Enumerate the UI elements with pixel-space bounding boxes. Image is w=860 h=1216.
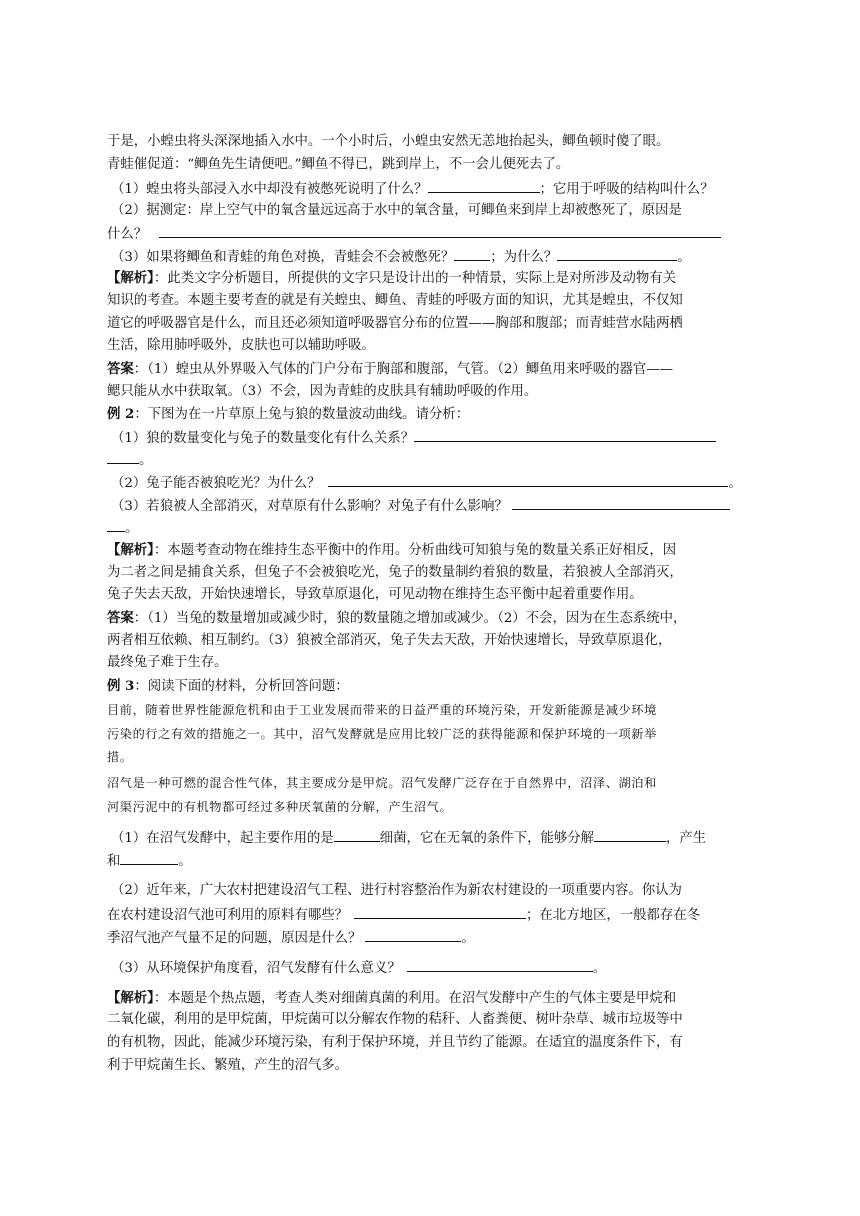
answer-blank — [120, 851, 178, 865]
answer-blank — [407, 958, 593, 972]
question-text: ；为什么？ — [490, 250, 558, 265]
analysis-line: 知识的考查。本题主要考查的就是有关蝗虫、鲫鱼、青蛙的呼吸方面的知识，尤其是蝗虫，不仅知 — [107, 293, 683, 308]
answer-blank — [557, 247, 677, 261]
ex3-question-1 — [111, 828, 706, 848]
question-text: （1）在沼气发酵中，起主要作用的是 — [111, 831, 334, 846]
question-text: ，产生 — [666, 831, 707, 846]
answer-blank — [328, 473, 728, 487]
question-3 — [111, 247, 691, 267]
period: 。 — [592, 961, 607, 976]
answer-blank — [414, 428, 716, 442]
analysis-line: 兔子失去天敌，开始快速增长，导致草原退化，可见动物在维持生态平衡中起着重要作用。 — [107, 587, 643, 602]
question-text: 什么？ — [107, 227, 148, 242]
analysis-3 — [107, 989, 676, 1008]
example-text: ：阅读下面的材料，分析回答问题： — [134, 679, 349, 694]
question-2-cont — [107, 224, 721, 244]
answer-line: 鳃只能从水中获取氧。（3）不会，因为青蛙的皮肤具有辅助呼吸的作用。 — [107, 384, 538, 399]
material-line: 目前，随着世界性能源危机和由于工业发展而带来的日益严重的环境污染，开发新能源是减少环境 — [107, 703, 657, 717]
answer-blank — [107, 450, 139, 464]
analysis-line: 二氧化碳，利用的是甲烷菌，甲烷菌可以分解农作物的秸秆、人畜粪便、树叶杂草、城市垃圾等中 — [107, 1012, 683, 1027]
ex2-question-2 — [111, 473, 742, 493]
answer-line: 两者相互依赖、相互制约。（3）狼被全部消灭，兔子失去天敌，开始快速增长，导致草原退化， — [107, 633, 672, 648]
answer-blank — [159, 224, 721, 238]
example-tag: 例 3 — [107, 678, 135, 694]
analysis-text: ：此类文字分析题目，所提供的文字只是设计出的一种情景，实际上是对所涉及动物有关 — [153, 271, 677, 286]
question-2: （2）据测定：岸上空气中的氧含量远远高于水中的氧含量，可鲫鱼来到岸上却被憋死了，原因是 — [111, 203, 682, 218]
analysis-text: ：本题是个热点题，考查人类对细菌真菌的利用。在沼气发酵中产生的气体主要是甲烷和 — [153, 991, 677, 1006]
ex3-question-2: （2）近年来，广大农村把建设沼气工程、进行村容整治作为新农村建设的一项重要内容。你认为 — [111, 883, 682, 898]
analysis-1 — [107, 269, 676, 288]
example-3 — [107, 677, 349, 696]
answer-blank — [354, 905, 526, 919]
analysis-line: 的有机物，因此，能减少环境污染，有利于保护环境，并且节约了能源。在适宜的温度条件下，有 — [107, 1035, 683, 1050]
ex3-question-2-cont — [107, 928, 475, 948]
question-text: （3）如果将鲫鱼和青蛙的角色对换，青蛙会不会被憋死？ — [111, 250, 455, 265]
question-text: （1）狼的数量变化与兔子的数量变化有什么关系？ — [111, 431, 415, 446]
question-text: 在农村建设沼气池可利用的原料有哪些？ — [107, 908, 349, 923]
analysis-line: 生活，除用肺呼吸外，皮肤也可以辅助呼吸。 — [107, 338, 375, 353]
example-text: ：下图为在一片草原上兔与狼的数量波动曲线。请分析： — [134, 407, 470, 422]
story-line: 青蛙催促道：“鲫鱼先生请便吧。”鲫鱼不得已，跳到岸上，不一会儿便死去了。 — [107, 157, 570, 172]
question-text: 季沼气池产气量不足的问题，原因是什么？ — [107, 931, 362, 946]
analysis-line: 利于甲烷菌生长、繁殖，产生的沼气多。 — [107, 1058, 349, 1073]
analysis-tag: 【解析】 — [107, 990, 154, 1006]
question-text: （3）从环境保护角度看，沼气发酵有什么意义？ — [111, 961, 401, 976]
answer-line: 最终兔子难于生存。 — [107, 655, 228, 670]
period: 。 — [461, 931, 475, 946]
question-text: （3）若狼被人全部消灭，对草原有什么影响？对兔子有什么影响？ — [111, 499, 508, 514]
ex2-question-3 — [111, 496, 730, 516]
example-2 — [107, 405, 469, 424]
material-line: 沼气是一种可燃的混合性气体，其主要成分是甲烷。沼气发酵广泛存在于自然界中，沼泽、湖泊和 — [107, 776, 657, 790]
period: 。 — [178, 854, 192, 869]
ex3-question-3 — [111, 958, 606, 978]
question-1 — [111, 179, 714, 199]
answer-blank — [107, 518, 125, 532]
ex2-question-1-cont — [107, 450, 152, 470]
question-text: 细菌，它在无氧的条件下，能够分解 — [379, 831, 595, 846]
question-text: 和 — [107, 854, 121, 869]
answer-tag: 答案 — [107, 361, 134, 377]
ex2-question-1 — [111, 428, 716, 448]
question-text: （1）蝗虫将头部浸入水中却没有被憋死说明了什么？ — [111, 182, 428, 197]
answer-blank — [428, 179, 540, 193]
period: 。 — [139, 453, 153, 468]
answer-tag: 答案 — [107, 610, 134, 626]
story-line: 于是，小蝗虫将头深深地插入水中。一个小时后，小蝗虫安然无恙地抬起头，鲫鱼顿时傻了眼。 — [107, 134, 670, 149]
question-text: ；它用于呼吸的结构叫什么？ — [539, 182, 714, 197]
analysis-tag: 【解析】 — [107, 542, 154, 558]
answer-blank — [365, 928, 461, 942]
analysis-line: 道它的呼吸器官是什么，而且还必须知道呼吸器官分布的位置——胸部和腹部；而青蛙营水陆两栖 — [107, 316, 683, 331]
answer-text: ：（1）蝗虫从外界吸入气体的门户分布于胸部和腹部，气管。（2）鲫鱼用来呼吸的器官—— — [133, 362, 674, 377]
analysis-text: ：本题考查动物在维持生态平衡中的作用。分析曲线可知狼与兔的数量关系正好相反，因 — [153, 543, 677, 558]
answer-text: ：（1）当兔的数量增加或减少时，狼的数量随之增加或减少。（2）不会，因为在生态系统中， — [133, 611, 687, 626]
answer-2 — [107, 609, 686, 628]
ex2-question-3-cont — [107, 518, 138, 538]
period: 。 — [677, 250, 691, 265]
answer-blank — [454, 247, 490, 261]
answer-blank — [334, 828, 380, 842]
analysis-2 — [107, 541, 676, 560]
answer-blank — [594, 828, 666, 842]
example-tag: 例 2 — [107, 406, 135, 422]
question-text: ；在北方地区，一般都存在冬 — [526, 908, 701, 923]
analysis-tag: 【解析】 — [107, 270, 154, 286]
period: 。 — [728, 476, 742, 491]
ex3-question-1-cont — [107, 851, 192, 871]
material-line: 措。 — [107, 750, 133, 764]
question-text: （2）兔子能否被狼吃光？为什么？ — [111, 476, 321, 491]
answer-blank — [512, 496, 730, 510]
period: 。 — [125, 521, 139, 536]
material-line: 污染的行之有效的措施之一。其中，沼气发酵就是应用比较广泛的获得能源和保护环境的一项新举 — [107, 727, 657, 741]
material-line: 河渠污泥中的有机物都可经过多种厌氧菌的分解，产生沼气。 — [107, 800, 453, 814]
ex3-question-2-cont — [107, 905, 700, 925]
analysis-line: 为二者之间是捕食关系，但兔子不会被狼吃光，兔子的数量制约着狼的数量，若狼被人全部消灭， — [107, 565, 683, 580]
answer-1 — [107, 360, 673, 379]
